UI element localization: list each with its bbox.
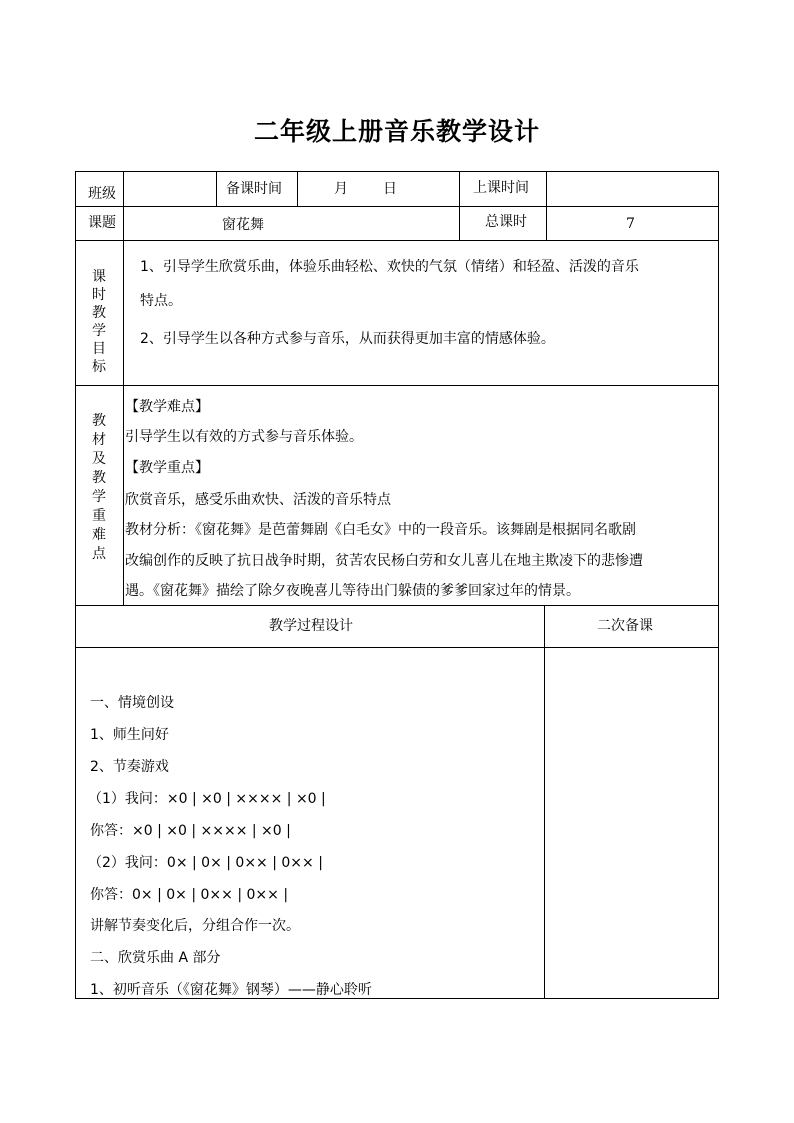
month-label: 月	[334, 181, 348, 197]
second-prep-header: 二次备课	[597, 618, 653, 634]
table-row-divider	[75, 206, 719, 207]
process-line: 讲解节奏变化后，分组合作一次。	[90, 918, 300, 934]
table-col-divider	[123, 171, 124, 240]
objective-line: 2、引导学生以各种方式参与音乐，从而获得更加丰富的情感体验。	[140, 331, 555, 347]
table-col-divider	[546, 171, 547, 240]
total-hours-value: 7	[626, 216, 635, 232]
table-row-divider	[75, 240, 719, 241]
materials-line: 遇。《窗花舞》描绘了除夕夜晚喜儿等待出门躲债的爹爹回家过年的情景。	[125, 583, 580, 599]
materials-line: 引导学生以有效的方式参与音乐体验。	[125, 429, 363, 445]
materials-line: 改编创作的反映了抗日战争时期，贫苦农民杨白劳和女儿喜儿在地主欺凌下的悲惨遭	[125, 553, 643, 569]
table-border-left	[75, 171, 76, 999]
process-line: 二、欣赏乐曲 A 部分	[90, 950, 221, 966]
lesson-time-value[interactable]	[552, 181, 712, 197]
process-line: 你答：0× | 0× | 0×× | 0×× |	[90, 887, 289, 903]
prep-time-label: 备课时间	[226, 181, 282, 197]
class-value[interactable]	[130, 182, 210, 198]
objective-line: 特点。	[140, 293, 182, 309]
table-col-divider	[216, 171, 217, 206]
table-col-divider	[123, 240, 124, 605]
objectives-label: 课时教学目标	[92, 269, 106, 375]
objective-line: 1、引导学生欣赏乐曲，体验乐曲轻松、欢快的气氛（情绪）和轻盈、活泼的音乐	[140, 259, 639, 275]
materials-heading-difficulty: 【教学难点】	[125, 399, 209, 415]
table-border-top	[75, 171, 719, 172]
process-header: 教学过程设计	[269, 618, 353, 634]
materials-line: 教材分析：《窗花舞》是芭蕾舞剧《白毛女》中的一段音乐。该舞剧是根据同名歌剧	[125, 522, 636, 538]
table-row-divider	[75, 385, 719, 386]
process-line: （2）我问：0× | 0× | 0×× | 0×× |	[88, 855, 323, 871]
topic-label: 课题	[88, 215, 116, 231]
process-line: 1、初听音乐（《窗花舞》钢琴）——静心聆听	[90, 982, 372, 998]
second-prep-notes-area[interactable]	[546, 649, 717, 997]
process-line: 1、师生问好	[90, 727, 169, 743]
process-line: （1）我问：×0 | ×0 | ×××× | ×0 |	[88, 791, 326, 807]
table-col-divider	[297, 171, 298, 206]
topic-value: 窗花舞	[222, 217, 264, 233]
process-line: 一、情境创设	[90, 695, 174, 711]
total-hours-label: 总课时	[485, 214, 527, 230]
table-col-divider	[459, 171, 460, 240]
day-label: 日	[383, 181, 397, 197]
materials-line: 欣赏音乐，感受乐曲欢快、活泼的音乐特点	[125, 492, 391, 508]
table-border-right	[718, 171, 719, 999]
table-row-divider	[75, 647, 719, 648]
process-line: 你答：×0 | ×0 | ×××× | ×0 |	[90, 823, 291, 839]
materials-label: 教材及教学重难点	[92, 413, 106, 562]
lesson-time-label: 上课时间	[473, 180, 529, 196]
process-line: 2、节奏游戏	[90, 759, 169, 775]
page-title: 二年级上册音乐教学设计	[253, 117, 540, 146]
materials-heading-focus: 【教学重点】	[125, 460, 209, 476]
table-row-divider	[75, 605, 719, 606]
table-col-divider	[544, 605, 545, 998]
class-label: 班级	[88, 186, 116, 202]
